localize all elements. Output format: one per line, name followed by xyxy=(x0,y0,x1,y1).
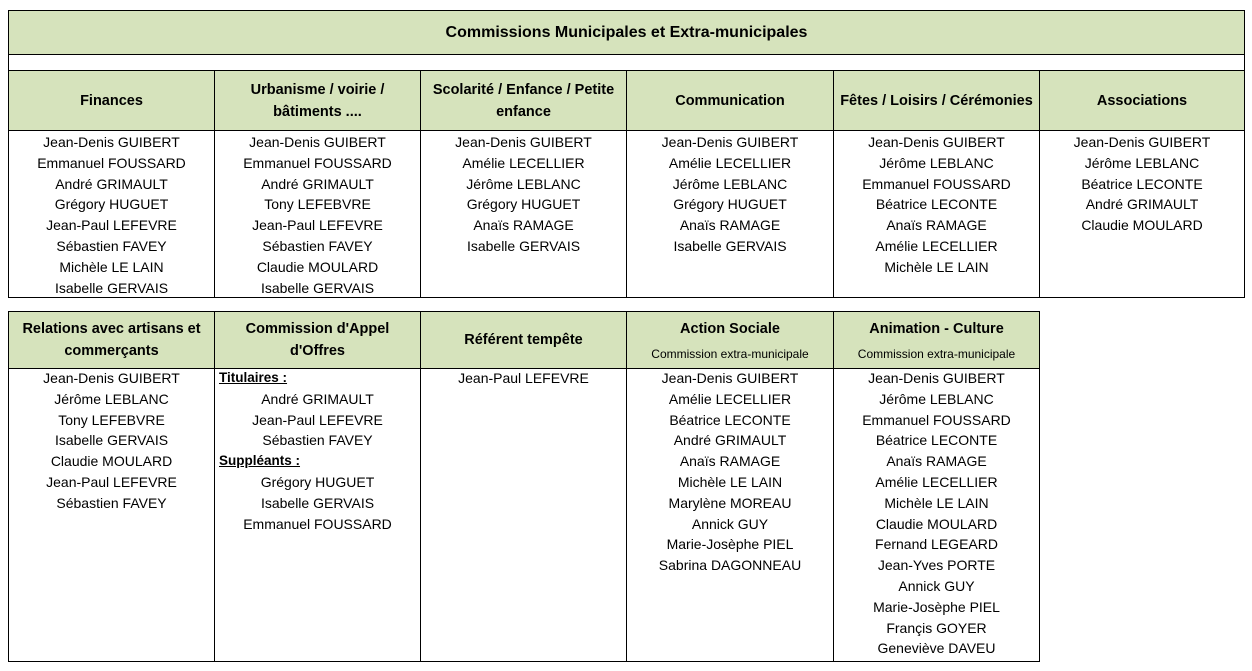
member-name: Emmanuel FOUSSARD xyxy=(243,515,392,532)
member-name: Tony LEFEBVRE xyxy=(58,411,165,428)
member-name: Jean-Denis GUIBERT xyxy=(249,134,386,150)
member-name: Jérôme LEBLANC xyxy=(879,154,994,171)
member-name: Amélie LECELLIER xyxy=(462,154,585,171)
member-name: Amélie LECELLIER xyxy=(668,390,792,407)
members-associations xyxy=(1039,130,1245,298)
header-communication xyxy=(626,70,834,131)
member-name: Isabelle GERVAIS xyxy=(54,432,169,449)
member-name: Jean-Denis GUIBERT xyxy=(868,134,1005,150)
member-name: Jean-Denis GUIBERT xyxy=(455,134,592,150)
member-name: Amélie LECELLIER xyxy=(875,237,998,254)
member-name: Jean-Denis GUIBERT xyxy=(1073,134,1211,150)
header-finances-label: Finances xyxy=(80,92,143,109)
member-name: Michèle LE LAIN xyxy=(884,494,989,511)
member-name: Béatrice LECONTE xyxy=(1081,175,1203,192)
header-fetes xyxy=(833,70,1040,131)
header-action-sociale-subtitle: Commission extra-municipale xyxy=(651,347,809,361)
members-urbanisme xyxy=(214,130,421,298)
member-name: Anaïs RAMAGE xyxy=(679,217,781,234)
member-name: Isabelle GERVAIS xyxy=(54,279,169,296)
member-name: Sébastien FAVEY xyxy=(262,432,373,449)
member-name: Jean-Paul LEFEVRE xyxy=(252,411,383,428)
member-name: Michèle LE LAIN xyxy=(59,258,164,275)
header-finances xyxy=(8,70,215,131)
member-name: Amélie LECELLIER xyxy=(875,473,998,490)
member-name: Grégory HUGUET xyxy=(466,196,581,213)
members-fetes xyxy=(833,130,1040,298)
header-associations xyxy=(1039,70,1245,131)
member-name: Jean-Paul LEFEVRE xyxy=(458,370,589,386)
header-associations-label: Associations xyxy=(1096,92,1188,109)
member-name: Sébastien FAVEY xyxy=(56,237,167,254)
member-name: André GRIMAULT xyxy=(673,432,787,449)
member-name: Jean-Paul LEFEVRE xyxy=(46,217,177,234)
members-animation xyxy=(833,368,1040,662)
members-appel-offres xyxy=(214,368,421,662)
member-name: Marie-Josèphe PIEL xyxy=(666,536,794,553)
header-urbanisme-label: Urbanisme / voirie / bâtiments .... xyxy=(250,81,385,120)
members-communication xyxy=(626,130,834,298)
member-name: Isabelle GERVAIS xyxy=(673,237,787,254)
members-action-sociale xyxy=(626,368,834,662)
member-name: Claudie MOULARD xyxy=(256,258,379,275)
member-name: Jean-Denis GUIBERT xyxy=(43,134,180,150)
member-name: Marie-Josèphe PIEL xyxy=(873,598,1000,615)
members-scolarite xyxy=(420,130,627,298)
member-name: Jean-Paul LEFEVRE xyxy=(46,473,177,490)
member-name: Jean-Denis GUIBERT xyxy=(661,134,799,150)
member-name: André GRIMAULT xyxy=(261,175,374,192)
title-spacer xyxy=(8,54,1245,71)
member-name: Anaïs RAMAGE xyxy=(886,453,987,470)
member-name: Michèle LE LAIN xyxy=(884,258,989,275)
member-name: Jean-Yves PORTE xyxy=(877,557,996,574)
member-name: Jérôme LEBLANC xyxy=(54,390,169,407)
member-name: Geneviève DAVEU xyxy=(877,640,996,657)
member-name: Isabelle GERVAIS xyxy=(466,237,581,254)
page-title-text: Commissions Municipales et Extra-municipales xyxy=(445,23,808,41)
members-tempete xyxy=(420,368,627,662)
header-scolarite xyxy=(420,70,627,131)
suppleants-label: Suppléants : xyxy=(219,453,301,469)
page-title xyxy=(8,10,1245,55)
member-name: Sébastien FAVEY xyxy=(262,237,373,254)
member-name: Jean-Denis GUIBERT xyxy=(868,370,1005,386)
member-name: André GRIMAULT xyxy=(1085,196,1199,213)
member-name: Tony LEFEBVRE xyxy=(264,196,371,213)
header-appel-offres xyxy=(214,311,421,369)
member-name: Jérôme LEBLANC xyxy=(879,390,994,407)
member-name: Emmanuel FOUSSARD xyxy=(37,154,186,171)
member-name: Michèle LE LAIN xyxy=(677,473,783,490)
member-name: Jean-Denis GUIBERT xyxy=(661,370,799,386)
member-name: Béatrice LECONTE xyxy=(875,432,998,449)
member-name: Emmanuel FOUSSARD xyxy=(862,175,1011,192)
member-name: Isabelle GERVAIS xyxy=(260,494,375,511)
header-appel-offres-label: Commission d'Appel d'Offres xyxy=(245,321,390,359)
member-name: Amélie LECELLIER xyxy=(668,154,792,171)
member-name: Jérôme LEBLANC xyxy=(1084,154,1200,171)
members-artisans xyxy=(8,368,215,662)
member-name: Grégory HUGUET xyxy=(260,473,375,490)
titulaires-label: Titulaires : xyxy=(219,370,288,385)
member-name: Claudie MOULARD xyxy=(875,515,998,532)
member-name: Françis GOYER xyxy=(886,619,987,636)
header-tempete xyxy=(420,311,627,369)
member-name: Grégory HUGUET xyxy=(54,196,169,213)
member-name: Isabelle GERVAIS xyxy=(260,279,375,296)
header-communication-label: Communication xyxy=(675,92,785,109)
member-name: Sébastien FAVEY xyxy=(56,494,167,511)
member-name: Anaïs RAMAGE xyxy=(679,453,781,470)
member-name: Jérôme LEBLANC xyxy=(466,175,581,192)
member-name: Annick GUY xyxy=(898,577,975,594)
member-name: Grégory HUGUET xyxy=(673,196,787,213)
member-name: Jean-Denis GUIBERT xyxy=(43,370,180,386)
header-urbanisme xyxy=(214,70,421,131)
header-action-sociale-label: Action Sociale xyxy=(680,321,780,337)
header-animation xyxy=(833,311,1040,369)
member-name: Emmanuel FOUSSARD xyxy=(862,411,1011,428)
header-action-sociale xyxy=(626,311,834,369)
member-name: Béatrice LECONTE xyxy=(875,196,998,213)
member-name: Anaïs RAMAGE xyxy=(473,217,574,234)
header-animation-subtitle: Commission extra-municipale xyxy=(857,347,1016,361)
member-name: Fernand LEGEARD xyxy=(875,536,998,553)
member-name: Emmanuel FOUSSARD xyxy=(243,154,392,171)
member-name: Claudie MOULARD xyxy=(1081,217,1203,234)
member-name: Sabrina DAGONNEAU xyxy=(658,557,802,574)
member-name: Annick GUY xyxy=(691,515,769,532)
member-name: André GRIMAULT xyxy=(55,175,168,192)
member-name: Jean-Paul LEFEVRE xyxy=(252,217,383,234)
member-name: Claudie MOULARD xyxy=(50,453,173,470)
member-name: Béatrice LECONTE xyxy=(669,411,791,428)
header-scolarite-label: Scolarité / Enfance / Petite enfance xyxy=(432,81,615,120)
header-fetes-label: Fêtes / Loisirs / Cérémonies xyxy=(840,92,1033,109)
header-artisans xyxy=(8,311,215,369)
header-tempete-label: Référent tempête xyxy=(464,332,583,348)
member-name: Marylène MOREAU xyxy=(668,494,792,511)
member-name: Jérôme LEBLANC xyxy=(672,175,788,192)
member-name: André GRIMAULT xyxy=(261,390,374,407)
header-artisans-label: Relations avec artisans et commerçants xyxy=(22,321,201,359)
header-animation-label: Animation - Culture xyxy=(869,321,1004,337)
member-name: Anaïs RAMAGE xyxy=(886,217,987,234)
members-finances xyxy=(8,130,215,298)
